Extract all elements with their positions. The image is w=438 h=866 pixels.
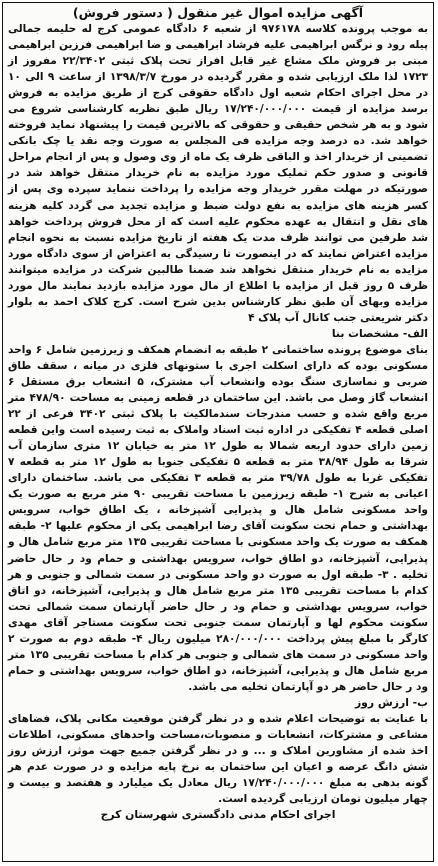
notice-title: آگهی مزایده اموال غیر منقول ( دستور فروش)	[72, 5, 364, 20]
section-alef-paragraph: بنای موضوع پرونده ساختمانی ۲ طبقه به انضمام همکف و زیرزمین شامل ۶ واحد مسکونی بوده که دارای اسکلت اجری با ستونهای فلزی در میانه ، سقف طاق ضربی و نماسازی سنگ بوده وانشعاب آب مشترک، ۵ انشعاب برق مستقل ۶ انشعاب گاز وصل می باشد. این ساختمان در قطعه زمینی به مساحت ۴۷۸/۹۰ متر مربع واقع شده و حسب مندرجات سندمالکیت با پلاک ثبتی ۳۴۰۲ فرعی از ۲۲ اصلی قطعه ۴ تفکیکی در اداره ثبت اسناد واملاک به ثبت رسیده است واین قطعه زمین دارای حدود اربعه شمالا به طول ۱۲ متر به خیابان ۱۲ متری سازمان آب شرقا به طول ۳۸/۹۴ متر به قطعه ۵ تفکیکی جنوبا به طول ۱۲ متر به قطعه ۷ تفکیکی غربا به طول ۳۹/۷۸ متر به قطعه ۳ تفکیکی می باشد. ساختمان دارای اعیانی به شرح ۱- طبقه زیرزمین با مساحت تقریبی ۹۰ متر مربع به صورت یک واحد مسکونی شامل هال و پذیرایی آشپزخانه ، یک اطاق خواب، سرویس بهداشتی و حمام تحت سکونت آقای رضا ابراهیمی یکی از محکوم علیها ۲- طبقه همکف به صورت یک واحد مسکونی با مساحت تقریبی ۱۳۵ متر مربع شامل هال و پذیرایی، آشپزخانه، دو اطاق خواب، سرویس بهداشتی و حمام ود ر حال حاضر تخلیه . ۳- طبقه اول به صورت دو واحد مسکونی در سمت شمالی و جنوبی و هر کدام با مساحت تقریبی ۱۳۵ متر مربع شامل هال و پذیرایی، آشپزخانه، دو اتاق خواب، سرویس بهداشتی و حمام ود ر حال حاضر آپارتمان سمت شمالی تحت سکونت محکوم لها و آپارتمان سمت جنوبی تحت سکونت مستاجر آقای مهدی کارگر با مبلغ پیش پرداخت ۲۸۰/۰۰۰/۰۰۰ میلیون ریال ۴- طبقه دوم به صورت ۲ واحد مسکونی در سمت های شمالی و جنوبی هر کدام با مساحت تقریبی ۱۳۵ متر مربع شامل هال و پذیرایی، آشپزخانه، دو اطاق خواب، سرویس بهداشتی و حمام ود ر حال حاضر هر دو آپارتمان تخلیه می باشد.	[8, 343, 429, 693]
section-be-paragraph: با عنایت به توضیحات اعلام شده و در نظر گرفتن موقعیت مکانی پلاک، فضاهای مشاعی و مشترکات، انشعابات و منصوبات،مساحت واحدهای مسکونی، اطلاعات اخذ شده از مشاورین املاک و ... و در نظر گرفتن جمیع جهت موثر، ارزش روز شش دانگ عرصه و اعیان این ساختمان به نرخ پایه مزایده و در صورت عدم هر گونه بدهی به مبلغ ۱۷/۲۴۰/۰۰۰/۰۰۰ ریال معادل یک میلیارد و هفتصد و بیست و چهار میلیون تومان ارزیابی گردیده است.	[8, 712, 428, 806]
section-alef-heading: الف- مشخصات بنا	[331, 326, 428, 340]
notice-intro-paragraph: به موجب پرونده کلاسه ۹۷۶۱۷۸ از شعبه ۶ دادگاه عمومی کرج له حلیمه جمالی پیله رود و نرگس ابراهیمی علیه فرشاد ابراهیمی و ضا ابراهیمی فرزین ابراهیمی مبنی بر فروش ملک مشاع غیر قابل افراز تحت پلاک ثبتی ۲۲/۳۴۰۲ مفروز از ۱۷۲۳ لذا ملک ارزیابی شده و مقرر گردیده در مورخ ۱۳۹۸/۳/۷ از ساعت ۹ الی ۱۰ در محل اجرای احکام شعبه اول دادگاه حقوقی کرج از طریق مزایده به فروش برسد مزایده از قیمت ۱۷/۲۴۰/۰۰۰/۰۰۰ ریال طبق نظریه کارشناسی شروع می شود و به هر شخص حقیقی و حقوقی که بالاترین قیمت را پیشنهاد نماید فروخته خواهد شد. ده درصد وجه مزایده فی المجلس به صورت وجه نقد یا چک بانکی تضمینی از خریدار اخذ و الباقی ظرف یک ماه از وی وصول و پس از انجام مراحل قانونی و صدور حکم تملیک مورد مزایده به نام خریدار منتقل خواهد شد در صورتیکه در مهلت مقرر خریدار وجه مزایده را پرداخت ننماید سپرده وی پس از کسر هزینه های مزایده به نفع دولت ضبط و مزایده تجدید می گردد کلیه هزینه های نقل و انتقال به عهده محکوم علیه است که از محل فروش پرداخت خواهد شد طرفین می توانند ظرف مدت یک هفته از تاریخ مزایده نسبت به نحوه انجام مزایده اعتراض نمایند که در اینصورت تا رسیدگی به اعتراض از سوی دادگاه مورد مزایده به نام خریدار منتقل نخواهد شد ضمنا طالبین شرکت در مزایده میتوانند ظرف ۵ روز قبل از مزایده با اطلاع از مال مورد مزایده بازدید نمایند مال مورد مزایده وبهای آن طبق نظر کارشناس بدین شرح است. کرج کلاک احمد به بلوار دکتر شریعتی جنب کانال آب پلاک ۴	[8, 23, 429, 324]
section-be-heading: ب- ارزش روز	[354, 695, 428, 709]
notice-footer-signature: اجرای احکام مدنی دادگستری شهرستان کرج	[100, 808, 336, 822]
auction-notice	[2, 2, 434, 862]
